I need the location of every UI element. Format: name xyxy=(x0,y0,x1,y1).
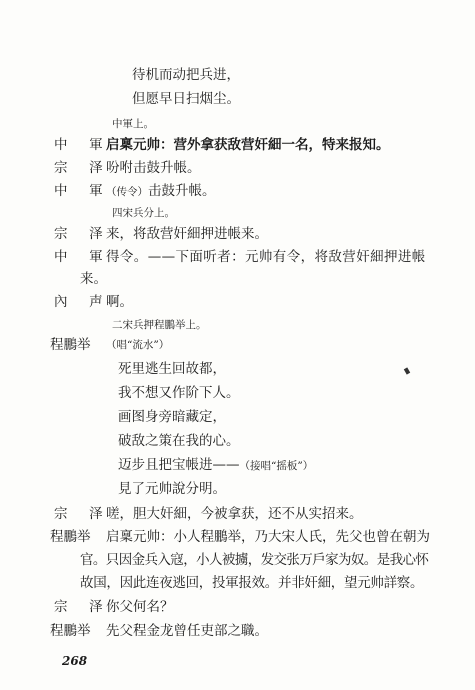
speaker-label: 內 声 xyxy=(54,294,107,310)
stage-direction: 四宋兵分上。 xyxy=(112,207,175,219)
aria-marker: （唱“流水”） xyxy=(106,339,170,351)
speaker-label: 中 軍 xyxy=(54,249,107,265)
dialogue-text: 你父何名？ xyxy=(106,599,174,615)
verse-line xyxy=(118,456,313,475)
speaker-label: 宗 泽 xyxy=(54,160,107,176)
verse-line: 但愿早日扫烟尘。 xyxy=(132,91,240,107)
verse-line: 死里逃生回故都， xyxy=(118,361,226,377)
verse-line: 待机而动把兵进， xyxy=(132,67,240,83)
dialogue-continuation: 来。 xyxy=(80,271,107,287)
action-note: （传令） xyxy=(106,186,148,198)
stage-direction: 二宋兵押程鵬举上。 xyxy=(112,319,207,331)
speaker-label: 程鵬举 xyxy=(50,623,91,639)
dialogue-text: 先父程金龙曾任吏部之職。 xyxy=(106,623,268,639)
speaker-label: 程鵬举 xyxy=(50,337,91,353)
verse-line: 我不想又作阶下人。 xyxy=(118,385,240,401)
verse-line: 見了元帅說分明。 xyxy=(118,481,226,497)
dialogue-text: 启稟元帅：营外拿获敌营奸細一名，特来报知。 xyxy=(106,137,390,153)
speaker-label: 程鵬举 xyxy=(50,529,91,545)
verse-line: 画图身旁暗藏定， xyxy=(118,409,226,425)
page-number: 268 xyxy=(62,654,88,668)
dialogue-text: 启稟元帅：小人程鵬举，乃大宋人氏，先父也曾在朝为 xyxy=(106,529,430,545)
dialogue-continuation: 官。只因金兵入寇，小人被擄，发交张万戶家为奴。是我心怀 xyxy=(80,552,429,568)
speaker-label: 宗 泽 xyxy=(54,599,107,615)
verse-words: 迈步且把宝帳进—— xyxy=(118,457,240,473)
dialogue-words: 击鼓升帳。 xyxy=(148,183,216,199)
dialogue-text: 啊。 xyxy=(106,294,133,310)
speaker-label: 宗 泽 xyxy=(54,506,107,522)
speaker-label: 宗 泽 xyxy=(54,226,107,242)
verse-line: 破敌之策在我的心。 xyxy=(118,433,240,449)
dialogue-text xyxy=(106,182,216,201)
stage-direction: 中軍上。 xyxy=(112,118,154,130)
scan-speck xyxy=(404,367,410,374)
speaker-label: 中 軍 xyxy=(54,183,107,199)
dialogue-text: 吩咐击鼓升帳。 xyxy=(106,160,201,176)
aria-marker: （接唱“摇板”） xyxy=(239,460,314,472)
dialogue-text: 嗟，胆大奸細，今被拿获，还不从实招来。 xyxy=(106,506,363,522)
dialogue-text: 来，将敌营奸細押进帳来。 xyxy=(106,226,268,242)
dialogue-continuation: 故国，因此连夜逃回，投軍报效。并非奸細，望元帅詳察。 xyxy=(80,575,424,591)
speaker-label: 中 軍 xyxy=(54,137,107,153)
dialogue-text: 得令。——下面听者：元帅有令，将敌营奸細押进帳 xyxy=(106,249,426,265)
